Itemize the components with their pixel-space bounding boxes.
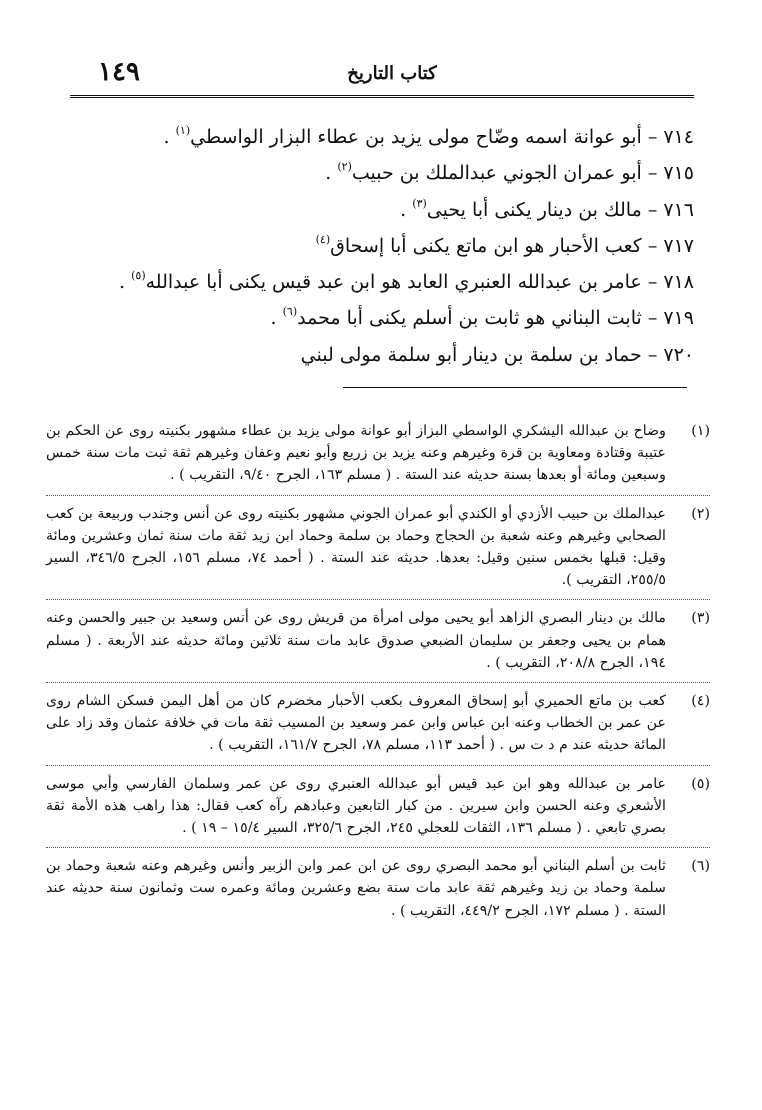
- entry-dash: –: [647, 271, 658, 294]
- entry-number: ٧١٥: [663, 162, 694, 185]
- footnotes: [46, 420, 710, 937]
- entry-end: .: [163, 126, 170, 148]
- entry-716: [84, 186, 694, 222]
- footnote-2: [46, 503, 710, 601]
- entry-dash: –: [647, 307, 658, 330]
- entry-end: .: [270, 307, 277, 330]
- footnote-text: ثابت بن أسلم البناني أبو محمد البصري روى عن ابن عمر وابن الزبير وأنس وغيرهم وعنه شعبة وحماد بن سلمة وحماد بن زيد وغيرهم ثقة عابد مات سنة بضع وعشرين ومائة وعمره ست وثمانون سنة حديثه عند الستة . ( مسلم ١٧٢، الجرح ٤٤٩/٢، التقريب ) .: [46, 858, 666, 919]
- page-header: [70, 55, 694, 91]
- entry-dash: –: [647, 126, 658, 148]
- entry-714: [84, 113, 694, 149]
- page-number: ١٤٩: [98, 57, 140, 87]
- footnote-marker: (٣): [691, 610, 710, 627]
- footnote-ref: (٦): [282, 305, 298, 319]
- footnote-separator: [343, 387, 687, 388]
- entry-720: [84, 331, 694, 367]
- footnote-6: [46, 855, 710, 930]
- entry-text: ثابت البناني هو ثابت بن أسلم يكنى أبا محمد: [297, 307, 642, 330]
- entry-717: [84, 222, 694, 258]
- footnote-ref: (٢): [337, 160, 352, 174]
- entry-end: .: [400, 198, 407, 221]
- entry-end: .: [325, 162, 332, 185]
- footnote-4: [46, 690, 710, 766]
- entry-number: ٧١٤: [663, 126, 694, 148]
- footnote-marker: (٥): [691, 775, 710, 792]
- entry-end: .: [119, 271, 126, 294]
- footnote-5: [46, 773, 710, 849]
- footnote-text: مالك بن دينار البصري الزاهد أبو يحيى مولى امرأة من قريش روى عن أنس وسعيد بن جبير والحسن وعنه همام بن يحيى وجعفر بن سليمان الضبعي صدوق عابد مات سنة ثلاثين ومائة حديثه عند الأربعة . ( مسلم ١٩٤، الجرح ٢٠٨/٨، التقريب ) .: [46, 610, 666, 671]
- entry-number: ٧١٦: [663, 198, 694, 221]
- entry-number: ٧٢٠: [663, 343, 694, 366]
- entry-number: ٧١٨: [663, 271, 694, 294]
- entry-text: مالك بن دينار يكنى أبا يحيى: [426, 198, 642, 221]
- footnote-1: [46, 420, 710, 496]
- entry-text: عامر بن عبدالله العنبري العابد هو ابن عبد قيس يكنى أبا عبدالله: [145, 271, 642, 294]
- footnote-text: عامر بن عبدالله وهو ابن عبد قيس أبو عبدالله العنبري روى عن عمر وسلمان الفارسي وأبي موسى الأشعري وعنه الحسن وابن سيرين . من كبار التابعين وعبادهم رآه كعب فقال: هذا راهب هذه الأمة ثقة بصري تابعي . ( مسلم ١٣٦، الثقات للعجلي ٢٤٥، الجرح ٣٢٥/٦، السير ١٥/٤ – ١٩ ) .: [46, 775, 666, 837]
- footnote-text: وضاح بن عبدالله اليشكري الواسطي البزاز أبو عوانة مولى يزيد بن عطاء مشهور بكنيته روى عن الحكم بن عتيبة وقتادة ومعاوية بن قرة وغيرهم وعنه يزيد بن زريع وأبو نعيم وعفان وغيرهم ثقة ثبت مات سنة خمس وسبعين ومائة أو بعدها بسنة حديثه عند الستة . ( مسلم ١٦٣، الجرح ٩/٤٠، التقريب ) .: [46, 423, 666, 484]
- footnote-3: [46, 607, 710, 683]
- footnote-marker: (١): [691, 423, 710, 439]
- footnote-text: عبدالملك بن حبيب الأزدي أو الكندي أبو عمران الجوني مشهور بكنيته روى عن أنس وجندب وربيعة بن كعب الصحابي وغيرهم وعنه شعبة بن الحجاج وحماد بن سلمة وحماد ابن زيد ثقة مات سنة ثمان وعشرين ومائة وقيل: قبلها بخمس سنين وقيل: بعدها. حديثه عند الستة . ( أحمد ٧٤، مسلم ١٥٦، الجرح ٣٤٦/٥، السير ٢٥٥/٥، التقريب ).: [46, 505, 666, 589]
- footnote-ref: (٣): [412, 196, 427, 210]
- entry-dash: –: [647, 198, 658, 221]
- footnote-ref: (١): [175, 124, 191, 137]
- footnote-ref: (٥): [131, 269, 146, 283]
- entry-718: [84, 258, 694, 294]
- footnote-marker: (٦): [691, 858, 710, 875]
- running-title: كتاب التاريخ: [347, 63, 437, 84]
- entry-715: [84, 149, 694, 185]
- footnote-text: كعب بن ماتع الحميري أبو إسحاق المعروف بكعب الأحبار مخضرم كان من أهل اليمن فسكن الشام روى عن عمر بن الخطاب وعنه ابن عباس وابن عمر وسعيد بن المسيب ثقة مات في خلافة عثمان وقد زاد على المائة حديثه عند م د ت س . ( أحمد ١١٣، مسلم ٧٨، الجرح ١٦١/٧، التقريب ) .: [46, 693, 666, 754]
- footnote-marker: (٤): [691, 693, 710, 710]
- entry-dash: –: [647, 343, 658, 366]
- footnote-ref: (٤): [315, 232, 331, 246]
- footnote-marker: (٢): [691, 505, 710, 522]
- entry-number: ٧١٧: [663, 234, 694, 257]
- entry-dash: –: [647, 162, 658, 185]
- entry-text: حماد بن سلمة بن دينار أبو سلمة مولى لبني: [300, 343, 642, 366]
- entry-dash: –: [647, 234, 658, 257]
- entry-text: كعب الأحبار هو ابن ماتع يكنى أبا إسحاق: [330, 234, 642, 257]
- header-rule: [70, 95, 694, 98]
- entries-list: [84, 113, 694, 367]
- entry-719: [84, 294, 694, 330]
- entry-text: أبو عمران الجوني عبدالملك بن حبيب: [351, 162, 642, 185]
- entry-text: أبو عوانة اسمه وضّاح مولى يزيد بن عطاء البزار الواسطي: [190, 126, 642, 148]
- entry-number: ٧١٩: [663, 307, 694, 330]
